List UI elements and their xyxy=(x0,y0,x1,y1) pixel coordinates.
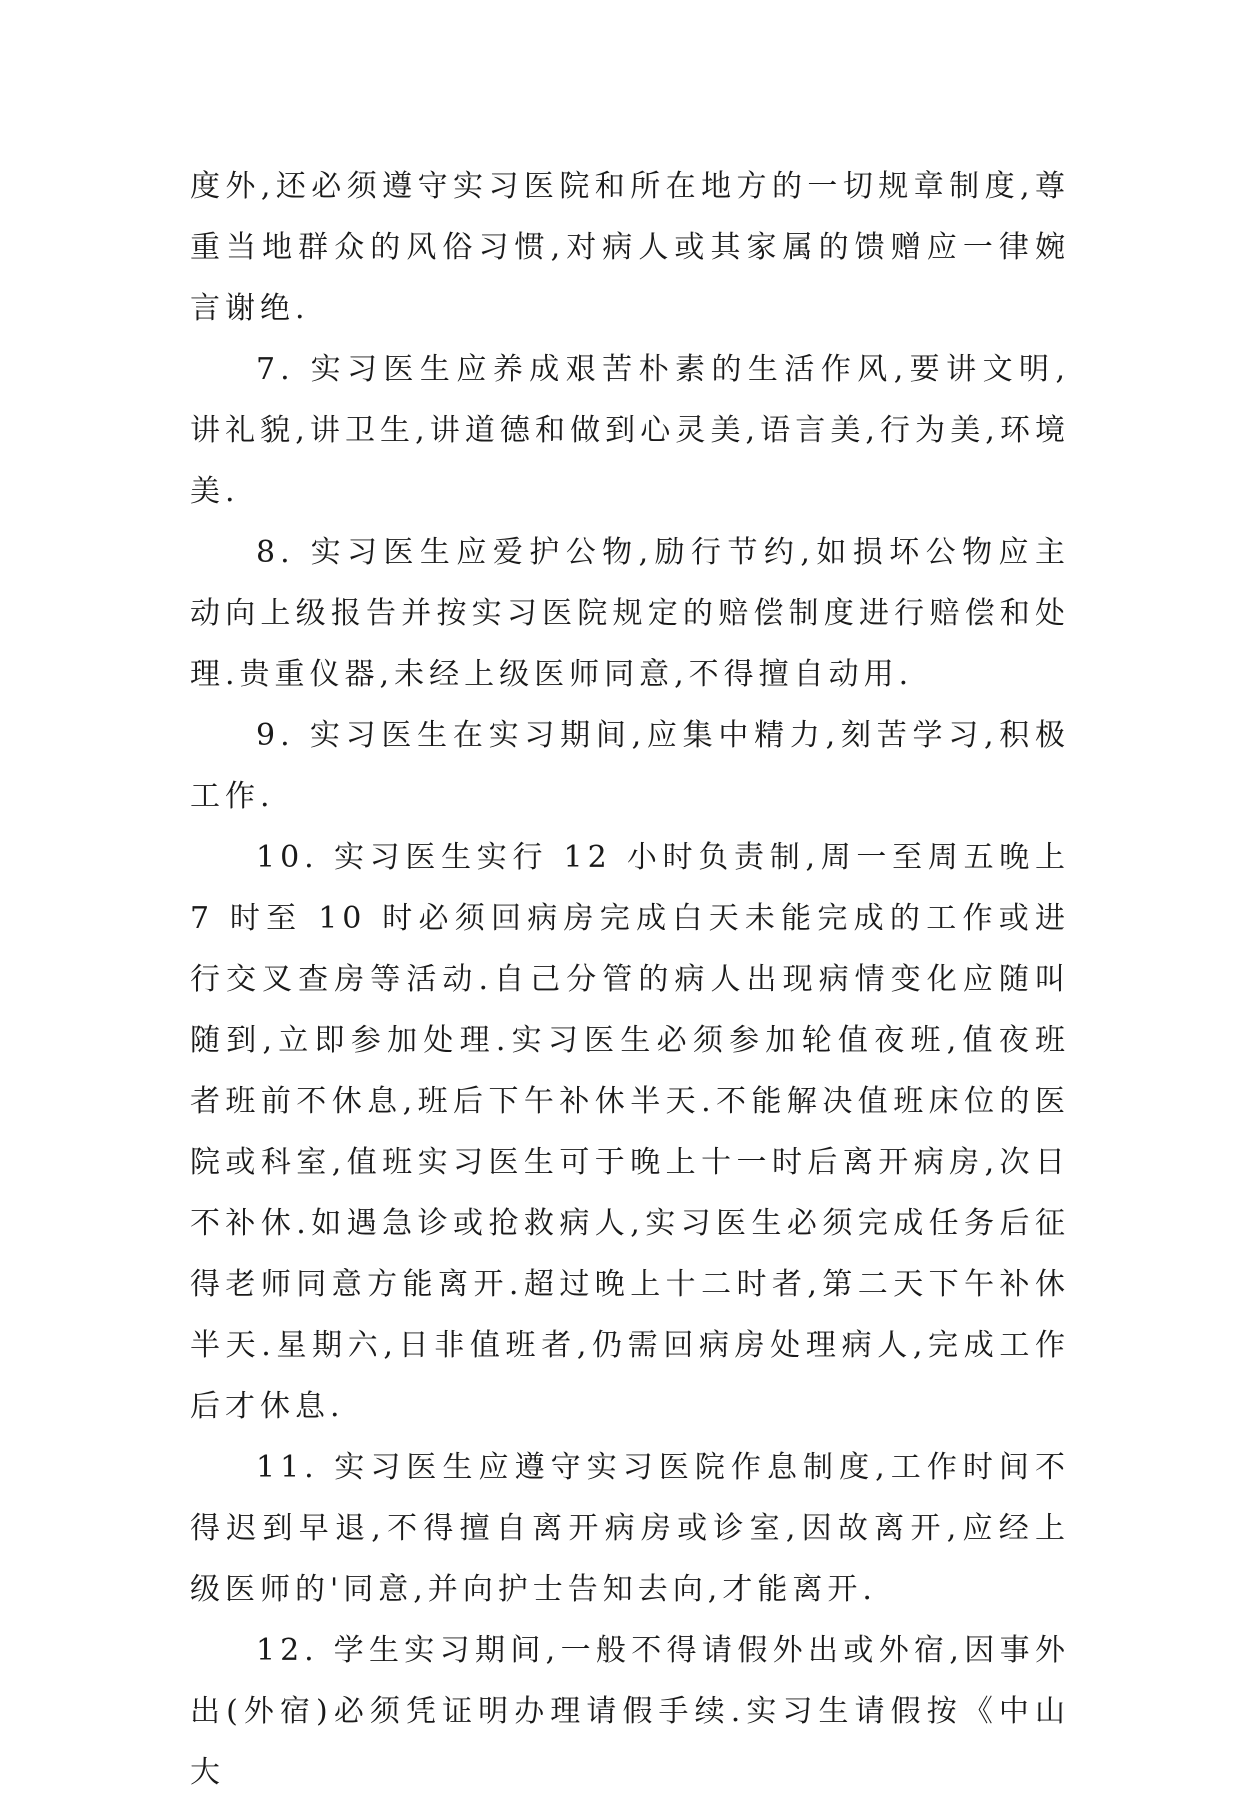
paragraph-continuation: 度外,还必须遵守实习医院和所在地方的一切规章制度,尊重当地群众的风俗习惯,对病人或其家属的馈赠应一律婉言谢绝. xyxy=(190,169,1070,326)
paragraph-item-12: 12. 学生实习期间,一般不得请假外出或外宿,因事外出(外宿)必须凭证明办理请假手续.实习生请假按《中山大 xyxy=(190,1633,1070,1790)
paragraph-item-11: 11. 实习医生应遵守实习医院作息制度,工作时间不得迟到早退,不得擅自离开病房或诊室,因故离开,应经上级医师的'同意,并向护士告知去向,才能离开. xyxy=(190,1450,1070,1607)
paragraph-item-7: 7. 实习医生应养成艰苦朴素的生活作风,要讲文明,讲礼貌,讲卫生,讲道德和做到心灵美,语言美,行为美,环境美. xyxy=(190,352,1070,509)
paragraph-item-10: 10. 实习医生实行 12 小时负责制,周一至周五晚上 7 时至 10 时必须回病房完成白天未能完成的工作或进行交叉查房等活动.自己分管的病人出现病情变化应随叫随到,立即参加处理.实习医生必须参加轮值夜班,值夜班者班前不休息,班后下午补休半天.不能解决值班床位的医院或科室,值班实习医生可于晚上十一时后离开病房,次日不补休.如遇急诊或抢救病人,实习医生必须完成任务后征得老师同意方能离开.超过晚上十二时者,第二天下午补休半天.星期六,日非值班者,仍需回病房处理病人,完成工作后才休息. xyxy=(190,840,1070,1424)
paragraph-item-8: 8. 实习医生应爱护公物,励行节约,如损坏公物应主动向上级报告并按实习医院规定的赔偿制度进行赔偿和处理.贵重仪器,未经上级医师同意,不得擅自动用. xyxy=(190,535,1070,692)
paragraph-item-9: 9. 实习医生在实习期间,应集中精力,刻苦学习,积极工作. xyxy=(190,718,1070,814)
body-text xyxy=(190,156,1070,1803)
